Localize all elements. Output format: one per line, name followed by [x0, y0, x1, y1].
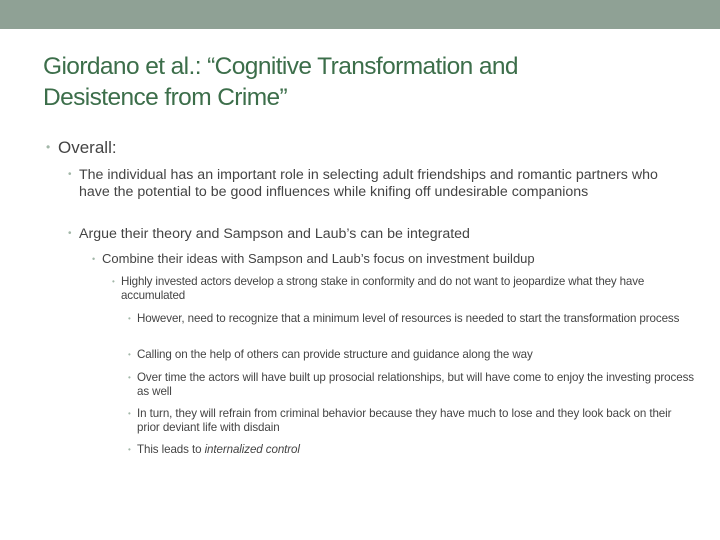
bullet-text-emphasis: internalized control [204, 443, 300, 456]
bullet-text: The individual has an important role in selecting adult friendships and romantic partners who have the potential to be good influences while knifing off undesirable companions [79, 167, 658, 200]
bullet-text: Argue their theory and Sampson and Laub’s can be integrated [79, 226, 470, 242]
bullet-marker-icon: • [128, 409, 131, 418]
bullet-text: Overall: [58, 138, 117, 157]
bullet-text: Over time the actors will have built up prosocial relationships, but will have come to enjoy the investing process as well [137, 371, 694, 398]
bullet-in-turn [128, 407, 697, 435]
top-accent-bar [0, 0, 720, 29]
bullet-over-time [128, 371, 697, 399]
bullet-marker-icon: • [68, 228, 72, 239]
bullet-marker-icon: • [68, 169, 72, 180]
slide-title [43, 51, 683, 113]
bullet-text: Calling on the help of others can provide structure and guidance along the way [137, 348, 533, 361]
bullet-text: Highly invested actors develop a strong stake in conformity and do not want to jeopardize what they have accumulated [121, 275, 645, 302]
bullet-marker-icon: • [46, 140, 51, 154]
bullet-marker-icon: • [128, 445, 131, 454]
bullet-combine-ideas [92, 251, 662, 267]
bullet-marker-icon: • [112, 277, 115, 286]
bullet-marker-icon: • [128, 350, 131, 359]
bullet-highly-invested [112, 275, 711, 303]
bullet-argue-integration [68, 226, 679, 243]
bullet-calling-help [128, 348, 697, 362]
bullet-text: Combine their ideas with Sampson and Laub’s focus on investment buildup [102, 251, 535, 266]
bullet-overall [46, 137, 658, 158]
bullet-marker-icon: • [92, 254, 96, 264]
bullet-marker-icon: • [128, 314, 131, 323]
bullet-text-prefix: This leads to [137, 443, 205, 456]
bullet-marker-icon: • [128, 373, 131, 382]
slide-title-line-1: Giordano et al.: “Cognitive Transformation and [43, 53, 518, 80]
bullet-however-resources [128, 312, 697, 326]
bullet-text [137, 443, 697, 457]
bullet-text: However, need to recognize that a minimum level of resources is needed to start the transformation process [137, 312, 680, 325]
bullet-individual-role [68, 167, 679, 200]
bullet-internalized-control [128, 443, 697, 457]
slide-title-line-2: Desistence from Crime” [43, 84, 288, 111]
bullet-text: In turn, they will refrain from criminal behavior because they have much to lose and they look back on their prior deviant life with disdain [137, 407, 672, 434]
